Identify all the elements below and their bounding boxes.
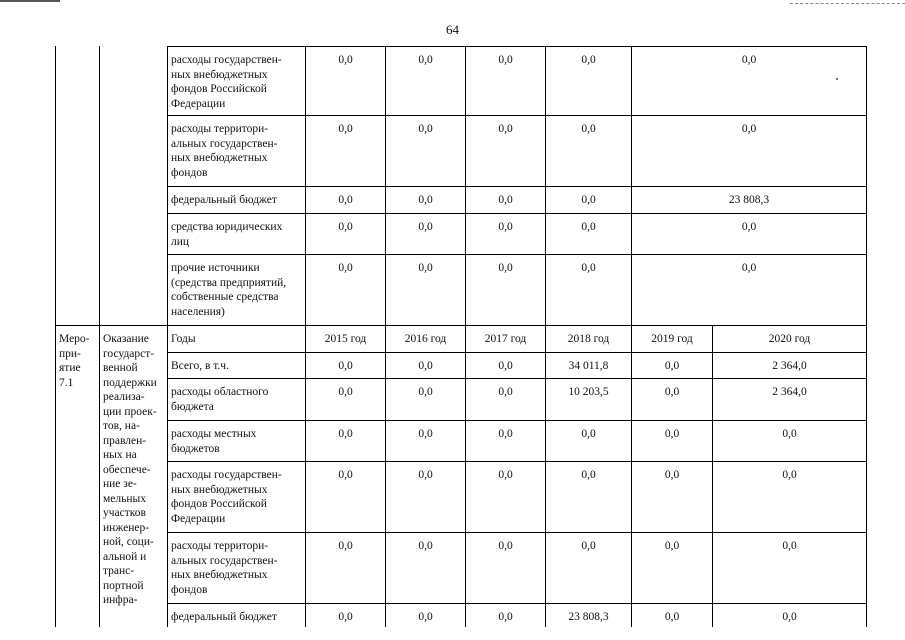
funding-source-label-line: населения) xyxy=(171,305,225,318)
label-column-border xyxy=(305,46,306,627)
value-cell: 2 364,0 xyxy=(772,386,807,398)
measure-description-line: государст- xyxy=(103,347,155,360)
measure-number-line: при- xyxy=(59,347,81,360)
measure-description-line: обеспече- xyxy=(103,463,151,476)
value-cell: 0,0 xyxy=(498,386,513,398)
funding-source-label xyxy=(171,53,302,111)
measure-description-line: ной, соци- xyxy=(103,536,154,548)
value-cell: 0,0 xyxy=(664,540,680,552)
funding-source-label-line: альных государствен- xyxy=(171,137,278,150)
value-cell: 0,0 xyxy=(338,221,353,233)
funding-source-label-line: прочие источники xyxy=(171,262,260,274)
row-divider xyxy=(167,186,867,187)
value-cell: 0,0 xyxy=(664,611,680,623)
year-header-2015: 2015 год xyxy=(324,333,367,345)
measure-description xyxy=(103,332,164,608)
value-cell: 0,0 xyxy=(418,54,433,66)
measure-description-line: участков xyxy=(103,507,146,519)
value-cell: 0,0 xyxy=(498,360,513,372)
value-cell: 0,0 xyxy=(581,428,596,440)
funding-source-label-line: фондов xyxy=(171,583,208,596)
year-header-2016: 2016 год xyxy=(404,333,447,345)
value-cell: 0,0 xyxy=(498,540,513,552)
value-cell: 0,0 xyxy=(338,262,353,274)
row-divider xyxy=(167,352,867,353)
row-divider xyxy=(167,461,867,462)
value-cell: 0,0 xyxy=(498,469,513,481)
value-cell: 0,0 xyxy=(338,123,353,135)
row-divider xyxy=(167,378,867,379)
value-cell: 0,0 xyxy=(338,611,353,623)
value-cell: 0,0 xyxy=(498,54,513,66)
funding-source-label-line: ных внебюджетных xyxy=(171,483,268,496)
value-cell: 0,0 xyxy=(498,611,513,623)
year-header-2020: 2020 год xyxy=(768,333,811,345)
value-cell: 0,0 xyxy=(338,386,353,398)
funding-source-label-line: расходы территори- xyxy=(171,123,269,135)
funding-source-label-line: фондов Российской xyxy=(171,498,267,510)
value-cell: 0,0 xyxy=(418,123,433,135)
value-cell: 10 203,5 xyxy=(568,386,609,398)
funding-source-label-line: федеральный бюджет xyxy=(171,194,277,206)
funding-source-label-line: бюджетов xyxy=(171,442,220,455)
funding-source-label xyxy=(171,427,302,456)
funding-source-label-line: бюджета xyxy=(171,400,214,413)
value-cell: 0,0 xyxy=(418,386,433,398)
funding-source-label-line: расходы областного xyxy=(171,386,269,398)
row-divider xyxy=(167,213,867,214)
funding-source-label-line: ных внебюджетных xyxy=(171,152,268,164)
measure-description-line: инженер- xyxy=(103,521,150,534)
value-cell: 0,0 xyxy=(418,360,433,372)
year-header-2017: 2017 год xyxy=(484,333,527,345)
funding-source-label xyxy=(171,193,302,208)
row-divider xyxy=(167,420,867,421)
value-cell: 0,0 xyxy=(338,194,353,206)
merged-value-cell: 0,0 xyxy=(741,262,757,274)
funding-source-label xyxy=(171,261,302,319)
measure-description-line: тов, на- xyxy=(103,420,140,432)
top-border xyxy=(167,46,867,47)
col-2019-border xyxy=(712,325,713,627)
merged-value-cell: 0,0 xyxy=(741,54,757,66)
merged-value-cell: 0,0 xyxy=(741,221,757,233)
funding-source-label-line: (средства предприятий, xyxy=(171,276,287,289)
value-cell: 0,0 xyxy=(581,54,596,66)
funding-source-label-line: средства юридических xyxy=(171,221,283,233)
value-cell: 0,0 xyxy=(581,221,596,233)
value-cell: 0,0 xyxy=(498,428,513,440)
funding-source-label xyxy=(171,610,302,625)
measure-description-line: портной xyxy=(103,579,144,592)
col-2018-border xyxy=(631,46,632,627)
value-cell: 0,0 xyxy=(664,360,680,372)
value-cell: 0,0 xyxy=(338,428,353,440)
funding-source-label-line: расходы местных xyxy=(171,428,257,440)
value-cell: 0,0 xyxy=(782,428,797,440)
value-cell: 0,0 xyxy=(418,540,433,552)
funding-source-label-line: альных государствен- xyxy=(171,554,278,567)
measure-description-line: венной xyxy=(103,362,138,374)
funding-source-label-line: Федерации xyxy=(171,97,226,110)
funding-source-label-line: расходы государствен- xyxy=(171,469,282,481)
row-divider xyxy=(167,115,867,116)
left-border xyxy=(55,46,56,627)
value-cell: 0,0 xyxy=(418,262,433,274)
value-cell: 0,0 xyxy=(418,221,433,233)
value-cell: 0,0 xyxy=(664,386,680,398)
value-cell: 34 011,8 xyxy=(568,360,609,372)
measure-description-line: реализа- xyxy=(103,391,145,403)
funding-source-label-line: Федерации xyxy=(171,512,226,525)
funding-source-label-line: собственные средства xyxy=(171,291,279,303)
right-border xyxy=(866,46,867,627)
measure-number xyxy=(59,332,96,390)
measure-number-line: ятие xyxy=(59,362,81,374)
merged-value-cell: 0,0 xyxy=(741,123,757,135)
value-cell: 0,0 xyxy=(338,54,353,66)
col-2017-border xyxy=(545,46,546,627)
funding-source-label-line: ных внебюджетных xyxy=(171,569,268,581)
row-divider xyxy=(167,603,867,604)
measure-description-line: альной и xyxy=(103,550,147,563)
scan-dot xyxy=(836,78,838,80)
section-divider xyxy=(55,325,867,326)
years-header-label: Годы xyxy=(171,333,196,345)
value-cell: 0,0 xyxy=(581,123,596,135)
funding-source-label xyxy=(171,359,302,374)
value-cell: 0,0 xyxy=(581,469,596,481)
funding-source-label-line: расходы территори- xyxy=(171,540,269,552)
funding-source-label xyxy=(171,385,302,414)
measure-description-line: транс- xyxy=(103,565,135,577)
page-number: 64 xyxy=(446,22,459,37)
value-cell: 0,0 xyxy=(418,611,433,623)
value-cell: 0,0 xyxy=(581,540,596,552)
value-cell: 0,0 xyxy=(498,194,513,206)
measure-column-border xyxy=(99,46,100,627)
value-cell: 0,0 xyxy=(664,469,680,481)
measure-description-line: мельных xyxy=(103,492,146,505)
funding-source-label-line: ных внебюджетных xyxy=(171,68,268,81)
value-cell: 0,0 xyxy=(664,428,680,440)
value-cell: 0,0 xyxy=(418,428,433,440)
measure-description-line: Оказание xyxy=(103,333,149,345)
funding-source-label xyxy=(171,220,302,249)
measure-number-line: Меро- xyxy=(59,333,90,345)
measure-description-line: ние зе- xyxy=(103,478,137,490)
funding-source-label-line: расходы государствен- xyxy=(171,54,282,66)
row-divider xyxy=(167,532,867,533)
value-cell: 0,0 xyxy=(338,469,353,481)
measure-number-line: 7.1 xyxy=(59,376,74,389)
funding-source-label xyxy=(171,468,302,526)
funding-source-label-line: Всего, в т.ч. xyxy=(171,360,229,372)
funding-source-label xyxy=(171,122,302,180)
value-cell: 0,0 xyxy=(581,262,596,274)
value-cell: 0,0 xyxy=(581,194,596,206)
value-cell: 0,0 xyxy=(782,611,797,623)
col-2015-border xyxy=(385,46,386,627)
funding-source-label-line: федеральный бюджет xyxy=(171,611,277,623)
funding-source-label-line: лиц xyxy=(171,235,190,248)
funding-source-label-line: фондов xyxy=(171,166,208,179)
scan-artifact-right xyxy=(790,3,905,5)
measure-description-line: инфра- xyxy=(103,594,138,606)
measure-description-line: ных на xyxy=(103,449,137,461)
value-cell: 0,0 xyxy=(498,262,513,274)
value-cell: 0,0 xyxy=(782,540,797,552)
row-divider xyxy=(167,254,867,255)
value-cell: 0,0 xyxy=(338,360,353,372)
value-cell: 2 364,0 xyxy=(772,360,807,372)
funding-source-label xyxy=(171,539,302,597)
year-header-2019: 2019 год xyxy=(651,333,693,345)
year-header-2018: 2018 год xyxy=(567,333,610,345)
value-cell: 0,0 xyxy=(498,221,513,233)
description-column-border xyxy=(167,46,168,627)
value-cell: 0,0 xyxy=(338,540,353,552)
value-cell: 0,0 xyxy=(782,469,797,481)
measure-description-line: поддержки xyxy=(103,376,157,389)
col-2016-border xyxy=(465,46,466,627)
measure-description-line: правлен- xyxy=(103,434,147,447)
value-cell: 23 808,3 xyxy=(568,611,609,623)
funding-source-label-line: фондов Российской xyxy=(171,83,267,95)
value-cell: 0,0 xyxy=(418,469,433,481)
scan-artifact-left xyxy=(0,0,60,2)
merged-value-cell: 23 808,3 xyxy=(728,194,770,206)
value-cell: 0,0 xyxy=(418,194,433,206)
value-cell: 0,0 xyxy=(498,123,513,135)
measure-description-line: ции проек- xyxy=(103,405,157,418)
